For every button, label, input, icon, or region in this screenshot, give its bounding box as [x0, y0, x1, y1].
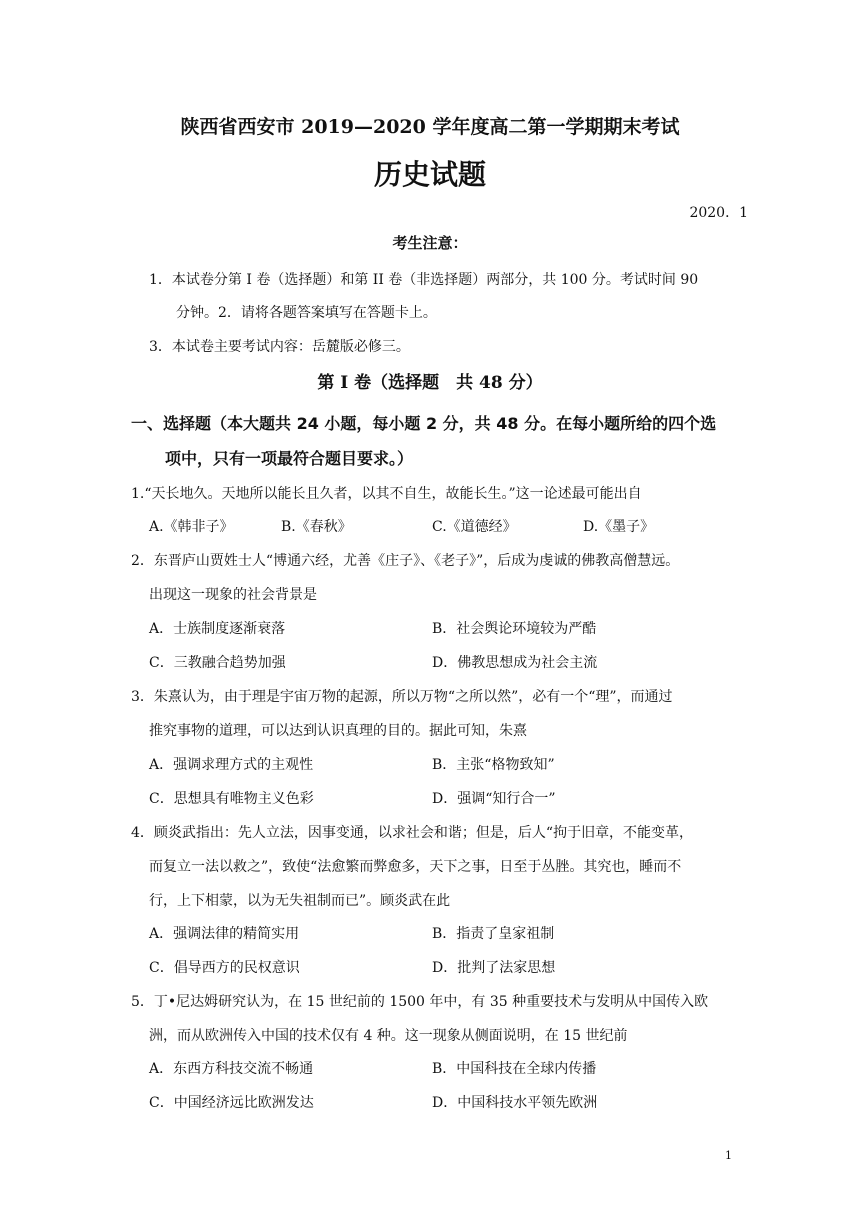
option-d: D．佛教思想成为社会主流	[432, 655, 598, 671]
exam-subject-title: 历史试题	[373, 158, 486, 191]
notice-line: 3．本试卷主要考试内容：岳麓版必修三。	[149, 339, 410, 355]
option-a: A．强调求理方式的主观性	[149, 757, 314, 773]
exam-date: 2020．1	[689, 205, 748, 221]
page-number: 1	[725, 1149, 732, 1162]
option-c: C.《道德经》	[432, 519, 517, 535]
question-text: 2．东晋庐山贾姓士人“博通六经，尤善《庄子》、《老子》”，后成为虔诚的佛教高僧慧远。	[131, 553, 680, 569]
option-b: B.《春秋》	[281, 519, 352, 535]
question-text: 5．丁•尼达姆研究认为，在 15 世纪前的 1500 年中，有 35 种重要技术与发明从中国传入欧	[131, 994, 709, 1010]
option-a: A．士族制度逐渐衰落	[149, 621, 286, 637]
notice-heading: 考生注意：	[392, 234, 468, 252]
part-instruction: 一、选择题（本大题共 24 小题，每小题 2 分，共 48 分。在每小题所给的四个选	[131, 414, 717, 433]
option-d: D．强调“知行合一”	[432, 791, 556, 807]
question-text: 推究事物的道理，可以达到认识真理的目的。据此可知，朱熹	[149, 723, 527, 739]
option-c: C．三教融合趋势加强	[149, 655, 286, 671]
option-b: B．主张“格物致知”	[432, 757, 555, 773]
question-text: 4．顾炎武指出：先人立法，因事变通，以求社会和谐；但是，后人“拘于旧章，不能变革，	[131, 825, 694, 841]
option-a: A.《韩非子》	[149, 519, 234, 535]
option-b: B．指责了皇家祖制	[432, 926, 555, 942]
option-a: A．东西方科技交流不畅通	[149, 1061, 314, 1077]
question-text: 洲，而从欧洲传入中国的技术仅有 4 种。这一现象从侧面说明，在 15 世纪前	[149, 1028, 628, 1044]
question-text: 而复立一法以救之”，致使“法愈繁而弊愈多，天下之事，日至于丛脞。其究也，睡而不	[149, 859, 682, 875]
notice-line: 1．本试卷分第 I 卷（选择题）和第 II 卷（非选择题）两部分，共 100 分。考试时间 90	[149, 272, 699, 288]
option-c: C．中国经济远比欧洲发达	[149, 1095, 314, 1111]
option-d: D．中国科技水平领先欧洲	[432, 1095, 598, 1111]
option-d: D．批判了法家思想	[432, 960, 556, 976]
question-text: 出现这一现象的社会背景是	[149, 587, 317, 603]
question-text: 1.“天长地久。天地所以能长且久者，以其不自生，故能长生。”这一论述最可能出自	[131, 486, 642, 502]
section-heading: 第 I 卷（选择题 共 48 分）	[317, 373, 543, 393]
part-instruction: 项中，只有一项最符合题目要求。）	[165, 449, 414, 468]
option-c: C．思想具有唯物主义色彩	[149, 791, 314, 807]
exam-title: 陕西省西安市 2019—2020 学年度高二第一学期期末考试	[180, 116, 680, 138]
option-b: B．中国科技在全球内传播	[432, 1061, 597, 1077]
question-text: 3．朱熹认为，由于理是宇宙万物的起源，所以万物“之所以然”，必有一个“理”，而通过	[131, 689, 673, 705]
notice-line: 分钟。2．请将各题答案填写在答题卡上。	[176, 305, 437, 321]
option-d: D.《墨子》	[583, 519, 655, 535]
option-a: A．强调法律的精简实用	[149, 926, 300, 942]
option-c: C．倡导西方的民权意识	[149, 960, 300, 976]
question-text: 行，上下相蒙，以为无失祖制而已”。顾炎武在此	[149, 893, 451, 909]
option-b: B．社会舆论环境较为严酷	[432, 621, 597, 637]
